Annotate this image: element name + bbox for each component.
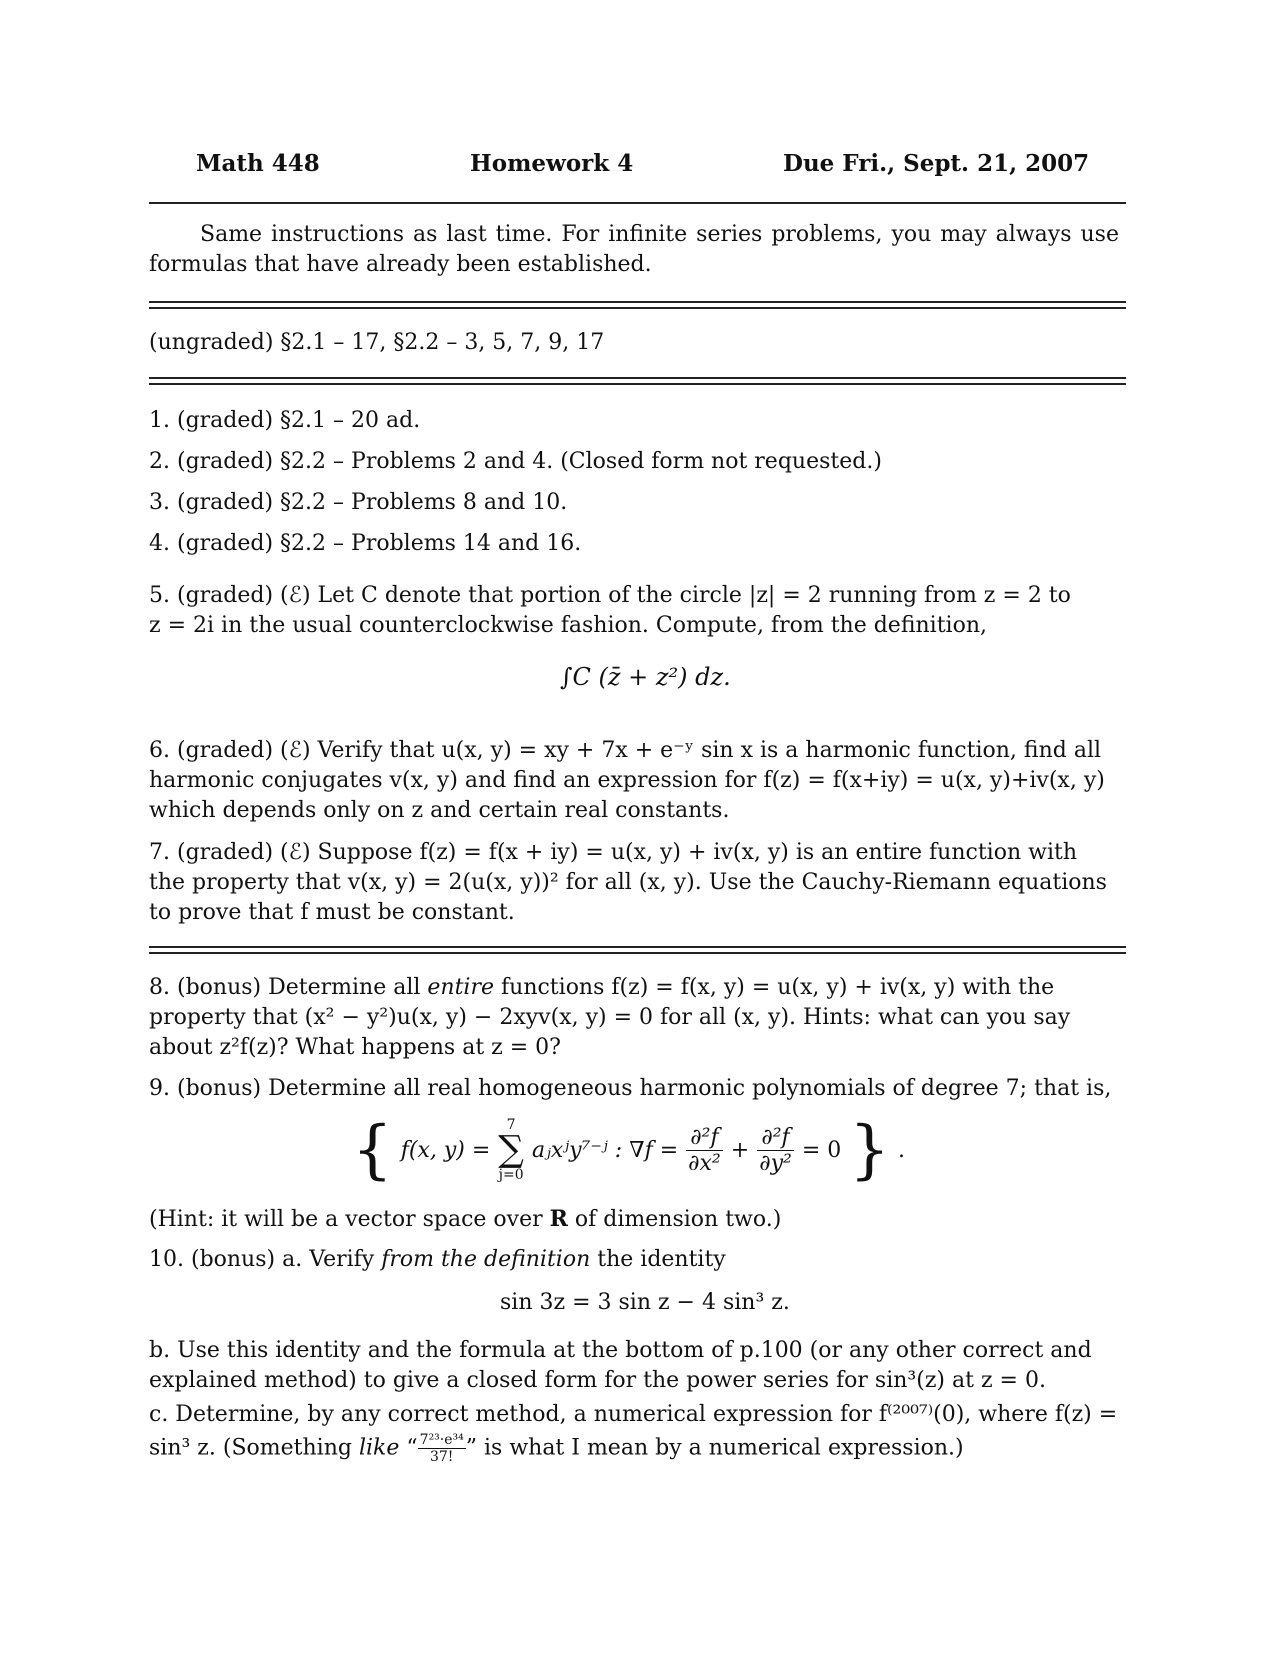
problem-10-em: from the definition — [381, 1247, 591, 1272]
set-period: . — [897, 1137, 905, 1163]
divider-1b — [149, 307, 1126, 309]
sigma-icon: ∑ — [498, 1129, 524, 1170]
due-date: Due Fri., Sept. 21, 2007 — [783, 150, 1090, 177]
graded-problem-2: 2. (graded) §2.2 – Problems 2 and 4. (Closed form not requested.) — [149, 449, 882, 474]
problem-8-line-3: about z²f(z)? What happens at z = 0? — [149, 1035, 561, 1060]
frac-dy-den: ∂y² — [759, 1150, 792, 1176]
problem-10-c-line-2 — [149, 1432, 964, 1465]
problem-10-b-line-1: b. Use this identity and the formula at the bottom of p.100 (or any other correct and — [149, 1338, 1092, 1363]
intro-line-2: formulas that have already been established. — [149, 252, 652, 277]
sum-lower: j=0 — [498, 1167, 524, 1183]
sum-upper: 7 — [506, 1117, 516, 1133]
problem-7-line-1: 7. (graded) (ℰ) Suppose f(z) = f(x + iy) = u(x, y) + iv(x, y) is an entire function with — [149, 840, 1077, 865]
problem-9-hint — [149, 1206, 781, 1232]
frac-dy-num: ∂²f — [757, 1125, 794, 1151]
problem-10-b-line-2: explained method) to give a closed form for the power series for sin³(z) at z = 0. — [149, 1368, 1046, 1393]
graded-problem-1: 1. (graded) §2.1 – 20 ad. — [149, 408, 421, 433]
course-label: Math 448 — [196, 150, 320, 177]
homework-title: Homework 4 — [470, 150, 634, 177]
c-example-fraction — [418, 1432, 466, 1465]
hint-text-a: (Hint: it will be a vector space over — [149, 1207, 550, 1232]
problem-7-line-3: to prove that f must be constant. — [149, 900, 515, 925]
header-rule — [149, 202, 1126, 204]
problem-8-text-b: functions f(z) = f(x, y) = u(x, y) + iv(x, y) with the — [494, 975, 1055, 1000]
equals-zero: = 0 — [801, 1137, 842, 1163]
c-close-quote: ” — [465, 1435, 477, 1461]
frac-dx-num: ∂²f — [686, 1125, 723, 1151]
sum-term: aⱼxʲy⁷⁻ʲ : ∇f = — [531, 1137, 679, 1163]
problem-10-text-b: the identity — [590, 1247, 726, 1272]
problem-10-c-line-1: c. Determine, by any correct method, a numerical expression for f⁽²⁰⁰⁷⁾(0), where f(z) = — [149, 1402, 1118, 1427]
problem-5-line-1: 5. (graded) (ℰ) Let C denote that portion of the circle |z| = 2 running from z = 2 to — [149, 583, 1071, 608]
c-text-a: sin³ z. (Something — [149, 1435, 359, 1461]
problem-7-line-2: the property that v(x, y) = 2(u(x, y))² for all (x, y). Use the Cauchy-Riemann equations — [149, 870, 1107, 895]
ungraded-line: (ungraded) §2.1 – 17, §2.2 – 3, 5, 7, 9, 17 — [149, 330, 605, 355]
problem-8-line-2: property that (x² − y²)u(x, y) − 2xyv(x, y) = 0 for all (x, y). Hints: what can you say — [149, 1005, 1071, 1030]
intro-line-1: Same instructions as last time. For infinite series problems, you may always use — [200, 222, 1119, 247]
sum-symbol — [498, 1118, 524, 1182]
frac-dy — [757, 1125, 794, 1176]
c-frac-num: 7²³·e³⁴ — [419, 1432, 464, 1448]
c-frac-den: 37! — [429, 1449, 454, 1465]
divider-3a — [149, 946, 1126, 948]
problem-10-text-a: 10. (bonus) a. Verify — [149, 1247, 382, 1272]
problem-5-integral: ∫C (z̄ + z²) dz. — [560, 663, 731, 691]
set-lhs: f(x, y) = — [400, 1137, 491, 1163]
frac-dx — [686, 1125, 723, 1176]
divider-3b — [149, 952, 1126, 954]
problem-10-identity: sin 3z = 3 sin z − 4 sin³ z. — [500, 1290, 790, 1315]
problem-8-text-a: 8. (bonus) Determine all — [149, 975, 428, 1000]
problem-8-line-1 — [149, 975, 1054, 1000]
divider-2b — [149, 383, 1126, 385]
c-open-quote: “ — [406, 1435, 418, 1461]
hint-R: R — [549, 1206, 568, 1232]
left-brace: { — [352, 1113, 393, 1187]
problem-9-set — [352, 1110, 905, 1190]
c-text-b: is what I mean by a numerical expression.) — [477, 1435, 964, 1461]
plus-sign: + — [730, 1137, 750, 1163]
right-brace: } — [849, 1113, 890, 1187]
graded-problem-4: 4. (graded) §2.2 – Problems 14 and 16. — [149, 531, 582, 556]
c-like: like — [358, 1435, 400, 1461]
problem-9-line-1: 9. (bonus) Determine all real homogeneous harmonic polynomials of degree 7; that is, — [149, 1076, 1112, 1101]
problem-6-line-3: which depends only on z and certain real constants. — [149, 798, 730, 823]
graded-problem-3: 3. (graded) §2.2 – Problems 8 and 10. — [149, 490, 568, 515]
divider-1a — [149, 301, 1126, 303]
frac-dx-den: ∂x² — [688, 1150, 721, 1176]
problem-6-line-1: 6. (graded) (ℰ) Verify that u(x, y) = xy + 7x + e⁻ʸ sin x is a harmonic function, find all — [149, 738, 1102, 763]
problem-10-line-1 — [149, 1247, 726, 1272]
problem-5-line-2: z = 2i in the usual counterclockwise fashion. Compute, from the definition, — [149, 613, 987, 638]
hint-text-b: of dimension two.) — [567, 1207, 782, 1232]
divider-2a — [149, 377, 1126, 379]
problem-6-line-2: harmonic conjugates v(x, y) and find an expression for f(z) = f(x+iy) = u(x, y)+iv(x, y) — [149, 768, 1105, 793]
problem-8-entire: entire — [427, 975, 495, 1000]
